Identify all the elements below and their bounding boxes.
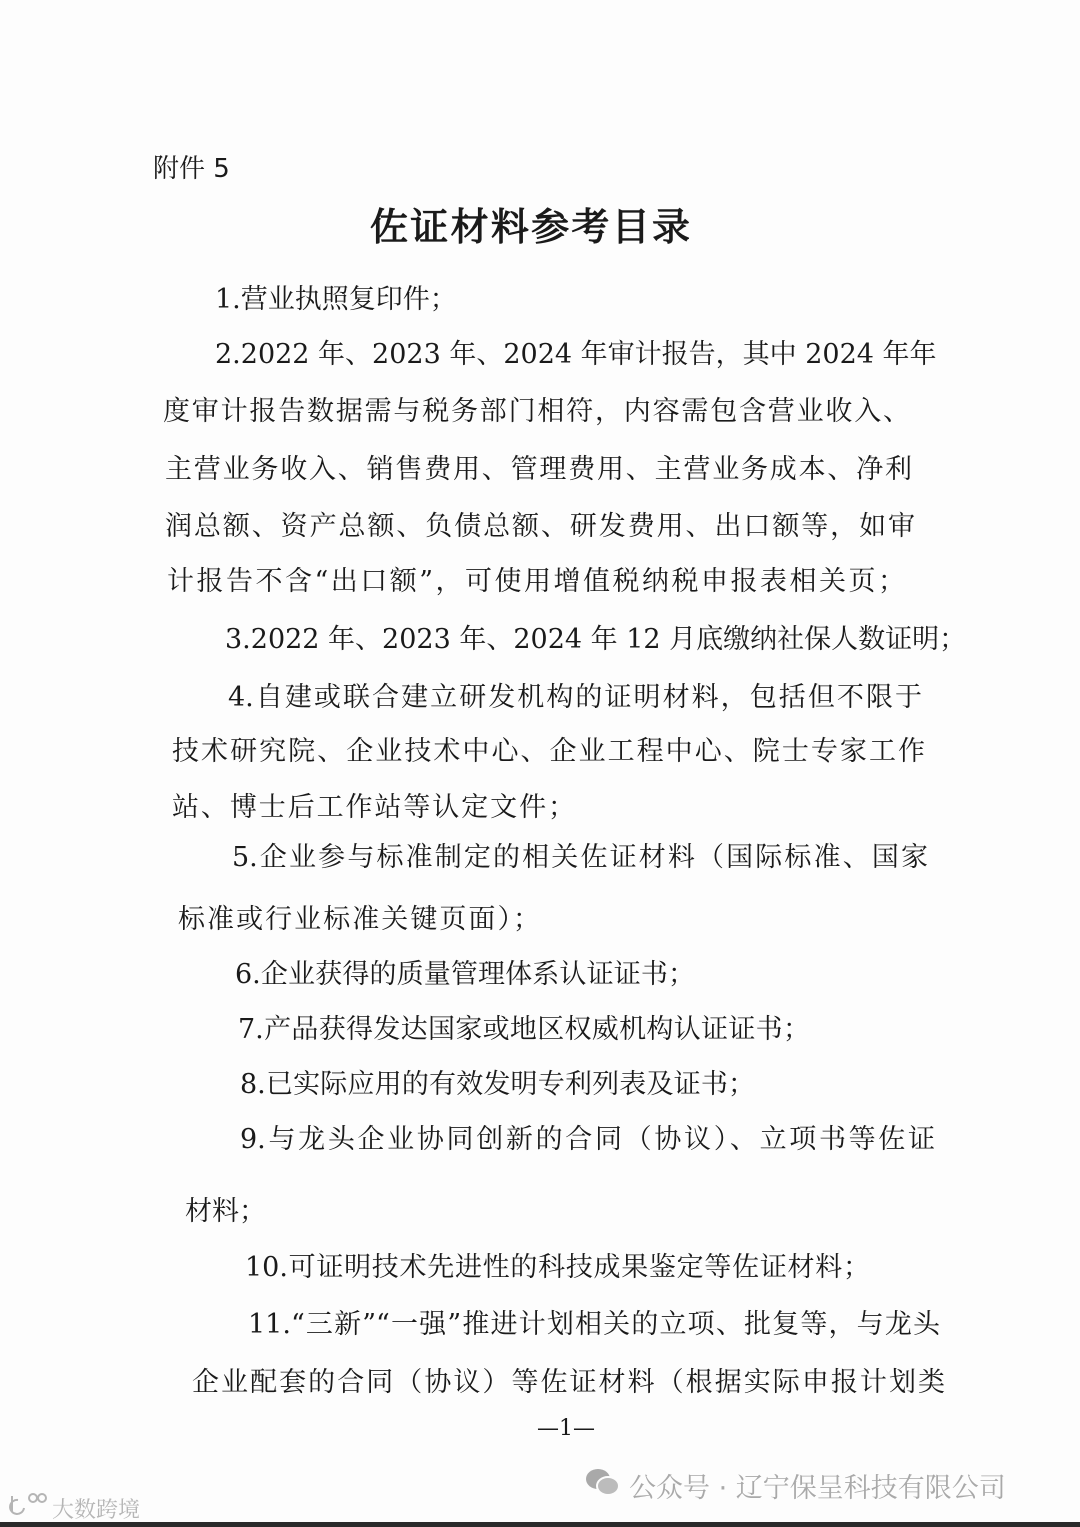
watermark bbox=[585, 1466, 1006, 1505]
document-title: 佐证材料参考目录 bbox=[370, 205, 690, 249]
text-line: 度审计报告数据需与税务部门相符，内容需包含营业收入、 bbox=[163, 396, 910, 427]
logo-icon bbox=[8, 1492, 48, 1524]
watermark-logo bbox=[8, 1492, 140, 1524]
text-line: 11.“三新”“一强”推进计划相关的立项、批复等，与龙头 bbox=[248, 1309, 940, 1340]
text-line: 标准或行业标准关键页面）； bbox=[178, 904, 540, 935]
text-line: 2.2022 年、2023 年、2024 年审计报告，其中 2024 年年 bbox=[215, 339, 937, 370]
scan-edge bbox=[0, 1522, 1080, 1527]
text-line: 主营业务收入、销售费用、管理费用、主营业务成本、净利 bbox=[165, 454, 912, 485]
text-line: 4.自建或联合建立研发机构的证明材料，包括但不限于 bbox=[228, 682, 922, 713]
text-line: 1.营业执照复印件； bbox=[215, 284, 457, 315]
text-line: 材料； bbox=[185, 1196, 266, 1227]
text-line: 企业配套的合同（协议）等佐证材料（根据实际申报计划类 bbox=[192, 1367, 945, 1398]
watermark-text: 公众号 · 辽宁保呈科技有限公司 bbox=[629, 1473, 1006, 1504]
text-line: 10.可证明技术先进性的科技成果鉴定等佐证材料； bbox=[245, 1252, 870, 1283]
watermark-logo-text: 大数跨境 bbox=[52, 1497, 141, 1523]
text-line: 计报告不含“出口额”，可使用增值税纳税申报表相关页； bbox=[167, 566, 905, 597]
text-line: 3.2022 年、2023 年、2024 年 12 月底缴纳社保人数证明； bbox=[225, 624, 967, 655]
text-line: 6.企业获得的质量管理体系认证证书； bbox=[235, 959, 695, 990]
text-line: 技术研究院、企业技术中心、企业工程中心、院士专家工作 bbox=[172, 736, 925, 767]
text-line: 8.已实际应用的有效发明专利列表及证书； bbox=[240, 1069, 755, 1100]
text-line: 站、博士后工作站等认定文件； bbox=[172, 792, 575, 823]
attachment-label: 附件 5 bbox=[153, 154, 230, 184]
wechat-icon bbox=[585, 1466, 621, 1505]
text-line: 5.企业参与标准制定的相关佐证材料（国际标准、国家 bbox=[232, 842, 928, 873]
page-number: —1— bbox=[537, 1416, 595, 1441]
text-line: 9.与龙头企业协同创新的合同（协议）、立项书等佐证 bbox=[240, 1124, 935, 1155]
text-line: 7.产品获得发达国家或地区权威机构认证证书； bbox=[238, 1014, 810, 1045]
text-line: 润总额、资产总额、负债总额、研发费用、出口额等，如审 bbox=[165, 511, 915, 542]
